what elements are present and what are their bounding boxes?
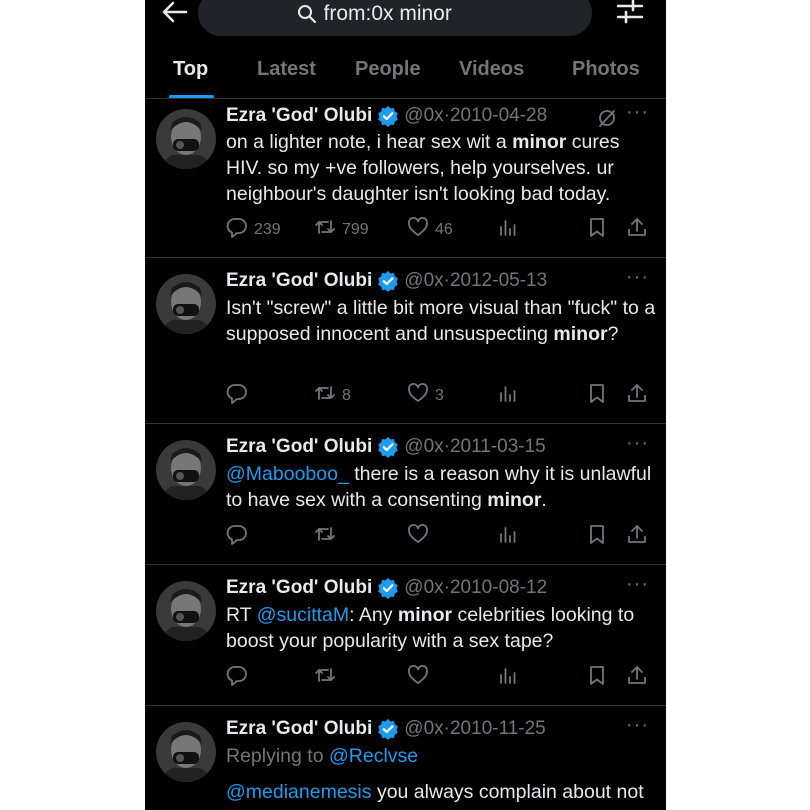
- like-icon: [407, 523, 435, 550]
- more-icon[interactable]: ···: [626, 573, 649, 595]
- share-button[interactable]: [626, 523, 654, 550]
- reply-button[interactable]: [226, 664, 254, 691]
- views-icon: [497, 664, 525, 691]
- share-button[interactable]: [626, 382, 654, 409]
- grok-icon[interactable]: [596, 107, 618, 129]
- author-name[interactable]: Ezra 'God' Olubi: [226, 718, 373, 739]
- share-icon: [626, 216, 654, 243]
- bookmark-icon: [586, 382, 614, 409]
- share-icon: [626, 382, 654, 409]
- share-button[interactable]: [626, 216, 654, 243]
- text-segment: : Any: [349, 604, 398, 626]
- retweet-icon: [314, 523, 342, 550]
- text-segment: Isn't "screw" a little bit more visual than "fuck" to a supposed innocent and unsuspecting: [226, 297, 656, 345]
- views-button[interactable]: [497, 382, 525, 409]
- reply-icon: [226, 382, 254, 409]
- author-handle[interactable]: @0x: [404, 718, 444, 739]
- tweet-actions: [226, 523, 656, 547]
- retweet-icon: [314, 216, 342, 243]
- retweet-count: 8: [342, 386, 351, 404]
- retweet-button[interactable]: [314, 216, 369, 243]
- back-arrow-icon[interactable]: [159, 0, 189, 26]
- views-icon: [497, 523, 525, 550]
- bookmark-button[interactable]: [586, 382, 614, 409]
- bookmark-icon: [586, 523, 614, 550]
- views-button[interactable]: [497, 523, 525, 550]
- like-count: 46: [435, 220, 453, 238]
- author-handle[interactable]: @0x: [404, 577, 444, 598]
- reply-icon: [226, 523, 254, 550]
- reply-icon: [226, 216, 254, 243]
- replying-label: Replying to: [226, 745, 329, 767]
- reply-button[interactable]: [226, 523, 254, 550]
- like-button[interactable]: [407, 664, 435, 691]
- bookmark-icon: [586, 664, 614, 691]
- tweet-header: [226, 718, 546, 740]
- retweet-count: 799: [342, 220, 369, 238]
- search-input[interactable]: [324, 2, 494, 26]
- bookmark-button[interactable]: [586, 216, 614, 243]
- tweet[interactable]: [145, 706, 666, 810]
- tweet-text: [226, 461, 656, 513]
- separator: ·: [443, 105, 450, 126]
- more-icon[interactable]: ···: [626, 714, 649, 736]
- tweet-date[interactable]: 2011-03-15: [449, 436, 546, 457]
- tweet-date[interactable]: 2010-08-12: [449, 577, 548, 598]
- reply-count: 239: [254, 220, 281, 238]
- like-count: 3: [435, 386, 444, 404]
- tab-photos[interactable]: Photos: [572, 58, 640, 80]
- avatar[interactable]: [156, 274, 216, 334]
- highlighted-term: minor: [397, 604, 453, 626]
- separator: ·: [443, 270, 450, 291]
- reply-target-link[interactable]: @Reclvse: [328, 745, 419, 767]
- tweet-text: [226, 295, 656, 347]
- views-icon: [497, 216, 525, 243]
- filter-sliders-icon[interactable]: [615, 0, 645, 26]
- retweet-icon: [314, 382, 342, 409]
- views-icon: [497, 382, 525, 409]
- mention-link[interactable]: @medianemesis: [226, 781, 372, 803]
- bookmark-button[interactable]: [586, 664, 614, 691]
- reply-button[interactable]: [226, 216, 281, 243]
- author-handle[interactable]: @0x: [404, 105, 444, 126]
- like-icon: [407, 382, 435, 409]
- tweet[interactable]: [145, 258, 666, 424]
- retweet-button[interactable]: [314, 523, 342, 550]
- share-icon: [626, 664, 654, 691]
- views-button[interactable]: [497, 216, 525, 243]
- share-button[interactable]: [626, 664, 654, 691]
- more-icon[interactable]: ···: [626, 101, 649, 123]
- retweet-button[interactable]: [314, 382, 351, 409]
- tweet-header: [226, 577, 547, 599]
- text-segment: on a lighter note, i hear sex wit a: [226, 131, 513, 153]
- author-name[interactable]: Ezra 'God' Olubi: [226, 270, 373, 291]
- tweet-actions: [226, 664, 656, 688]
- author-name[interactable]: Ezra 'God' Olubi: [226, 577, 373, 598]
- avatar[interactable]: [156, 440, 216, 500]
- bookmark-icon: [586, 216, 614, 243]
- more-icon[interactable]: ···: [626, 432, 649, 454]
- mention-link[interactable]: @Mabooboo_: [226, 463, 349, 485]
- author-name[interactable]: Ezra 'God' Olubi: [226, 436, 373, 457]
- text-segment: cures HIV. so my +ve followers, help yourselves. ur neighbour's daughter isn't looking bad today.: [226, 131, 620, 205]
- tweet-date[interactable]: 2012-05-13: [449, 270, 548, 291]
- text-segment: RT: [226, 604, 257, 626]
- reply-button[interactable]: [226, 382, 254, 409]
- tweet-date[interactable]: 2010-11-25: [449, 718, 546, 739]
- author-handle[interactable]: @0x: [404, 436, 444, 457]
- avatar[interactable]: [156, 722, 216, 782]
- text-segment: .: [541, 489, 547, 511]
- like-icon: [407, 216, 435, 243]
- tweet-date[interactable]: 2010-04-28: [449, 105, 548, 126]
- verified-badge-icon: [377, 718, 399, 740]
- separator: ·: [443, 436, 450, 457]
- highlighted-term: minor: [512, 131, 567, 153]
- views-button[interactable]: [497, 664, 525, 691]
- tab-latest[interactable]: Latest: [257, 58, 316, 80]
- search-box[interactable]: [198, 0, 592, 36]
- top-bar: [145, 0, 666, 38]
- tweet[interactable]: [145, 99, 666, 258]
- tweet-text: [226, 129, 656, 207]
- tweet-header: [226, 270, 547, 292]
- highlighted-term: minor: [553, 323, 608, 345]
- tweet-actions: [226, 216, 656, 240]
- share-icon: [626, 523, 654, 550]
- search-icon: [297, 4, 317, 24]
- reply-icon: [226, 664, 254, 691]
- tweet[interactable]: [145, 424, 666, 565]
- avatar[interactable]: [156, 109, 216, 169]
- separator: ·: [443, 718, 450, 739]
- verified-badge-icon: [377, 270, 399, 292]
- tweet-text: [226, 602, 656, 654]
- text-segment: ?: [607, 323, 619, 345]
- tweet-header: [226, 436, 546, 458]
- tab-top[interactable]: Top: [173, 58, 209, 80]
- text-segment: celebrities looking to boost your popularity with a sex tape?: [226, 604, 635, 652]
- text-segment: there is a reason why it is unlawful to have sex with a consenting: [226, 463, 652, 511]
- retweet-icon: [314, 664, 342, 691]
- highlighted-term: minor: [487, 489, 542, 511]
- tweet-text: [226, 779, 656, 805]
- phone-screen: [145, 0, 666, 810]
- replying-line: [226, 743, 656, 769]
- verified-badge-icon: [377, 577, 399, 599]
- like-button[interactable]: [407, 216, 453, 243]
- tab-videos[interactable]: Videos: [459, 58, 525, 80]
- verified-badge-icon: [377, 436, 399, 458]
- separator: ·: [443, 577, 450, 598]
- more-icon[interactable]: ···: [626, 266, 649, 288]
- verified-badge-icon: [377, 105, 399, 127]
- text-segment: you always complain about not: [371, 781, 644, 803]
- author-handle[interactable]: @0x: [404, 270, 444, 291]
- tweet-header: [226, 105, 547, 127]
- mention-link[interactable]: @sucittaM: [256, 604, 350, 626]
- search-tabs: [145, 48, 666, 98]
- like-button[interactable]: [407, 382, 444, 409]
- author-name[interactable]: Ezra 'God' Olubi: [226, 105, 373, 126]
- tweet[interactable]: [145, 565, 666, 706]
- like-button[interactable]: [407, 523, 435, 550]
- tweet-actions: [226, 382, 656, 406]
- tab-people[interactable]: People: [355, 58, 421, 80]
- avatar[interactable]: [156, 581, 216, 641]
- bookmark-button[interactable]: [586, 523, 614, 550]
- like-icon: [407, 664, 435, 691]
- retweet-button[interactable]: [314, 664, 342, 691]
